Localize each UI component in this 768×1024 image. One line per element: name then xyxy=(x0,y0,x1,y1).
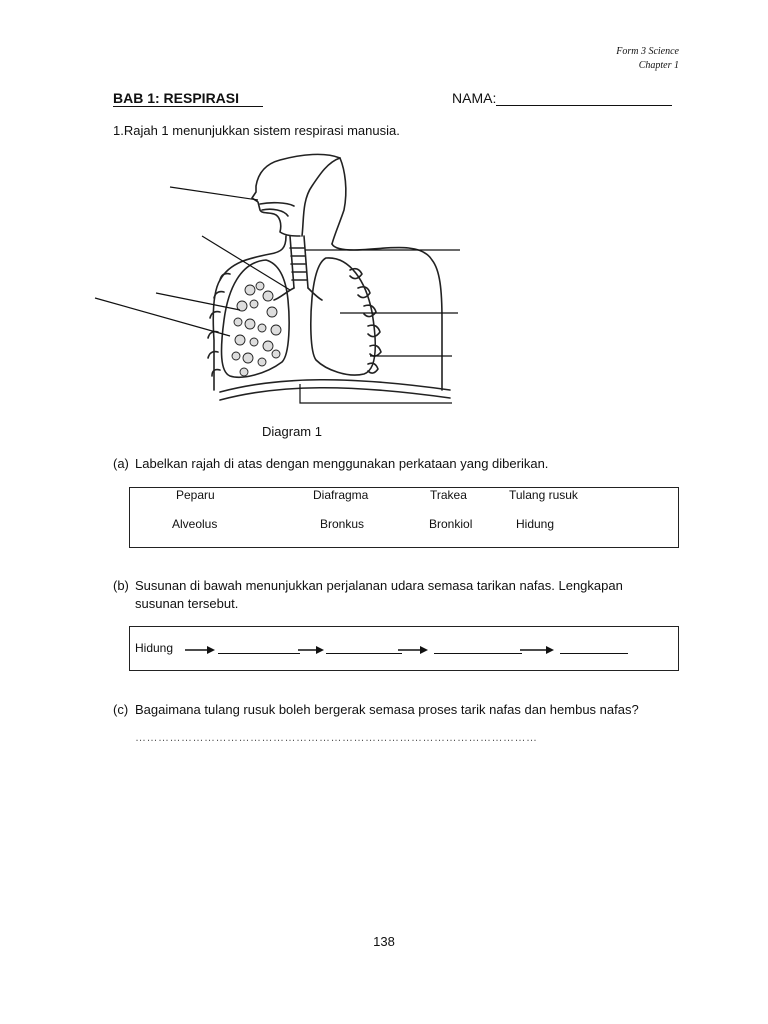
part-c-answer-line[interactable]: …………………………………………………………………………………………… xyxy=(135,732,538,744)
part-c-letter: (c) xyxy=(113,702,129,717)
part-c-text: Bagaimana tulang rusuk boleh bergerak semasa proses tarik nafas dan hembus nafas? xyxy=(135,702,639,717)
word-tulang-rusuk: Tulang rusuk xyxy=(509,488,578,502)
part-a-text: Labelkan rajah di atas dengan menggunakan perkataan yang diberikan. xyxy=(135,456,549,471)
arrow-right-icon xyxy=(520,646,554,654)
word-bank-box xyxy=(129,487,679,548)
rib-cage xyxy=(350,269,381,373)
part-a-question xyxy=(113,456,713,474)
question-1-text: 1.Rajah 1 menunjukkan sistem respirasi manusia. xyxy=(113,123,400,138)
label-pointer-lines xyxy=(95,187,460,403)
pathway-blank-2[interactable] xyxy=(326,653,402,654)
right-lung xyxy=(311,258,375,375)
word-trakea: Trakea xyxy=(430,488,467,502)
chapter-header: Chapter 1 xyxy=(638,60,679,71)
word-peparu: Peparu xyxy=(176,488,215,502)
word-bronkiol: Bronkiol xyxy=(429,517,473,531)
subject-header: Form 3 Science xyxy=(616,46,679,57)
word-diafragma: Diafragma xyxy=(313,488,369,502)
pathway-blank-3[interactable] xyxy=(434,653,522,654)
left-lung xyxy=(222,260,290,377)
arrow-right-icon xyxy=(298,646,324,654)
word-alveolus: Alveolus xyxy=(172,517,218,531)
part-a-letter: (a) xyxy=(113,456,129,471)
part-c-question xyxy=(113,702,713,720)
head-outline xyxy=(252,154,340,236)
bronchus-left xyxy=(274,288,294,300)
arrow-right-icon xyxy=(185,646,215,654)
part-b-letter: (b) xyxy=(113,578,129,593)
name-label: NAMA: xyxy=(452,90,497,106)
name-blank[interactable] xyxy=(496,91,672,106)
alveoli-clusters xyxy=(232,282,281,376)
name-field[interactable] xyxy=(452,90,672,106)
pathway-blank-1[interactable] xyxy=(218,653,300,654)
bronchus-right xyxy=(308,288,322,300)
arrow-right-icon xyxy=(398,646,428,654)
part-b-text-line2: susunan tersebut. xyxy=(135,596,239,611)
word-hidung: Hidung xyxy=(516,517,555,531)
part-b-question xyxy=(113,578,713,614)
page-number: 138 xyxy=(373,934,395,949)
worksheet-title xyxy=(113,90,263,106)
word-bronkus: Bronkus xyxy=(320,517,365,531)
diagram-caption: Diagram 1 xyxy=(262,424,322,439)
air-pathway-box xyxy=(129,626,679,671)
respiratory-system-diagram xyxy=(90,140,470,420)
part-b-text-line1: Susunan di bawah menunjukkan perjalanan udara semasa tarikan nafas. Lengkapan xyxy=(135,578,623,593)
title-text: BAB 1: RESPIRASI xyxy=(113,90,263,107)
pathway-start-hidung: Hidung xyxy=(135,641,174,655)
pathway-blank-4[interactable] xyxy=(560,653,628,654)
diaphragm xyxy=(220,380,450,392)
